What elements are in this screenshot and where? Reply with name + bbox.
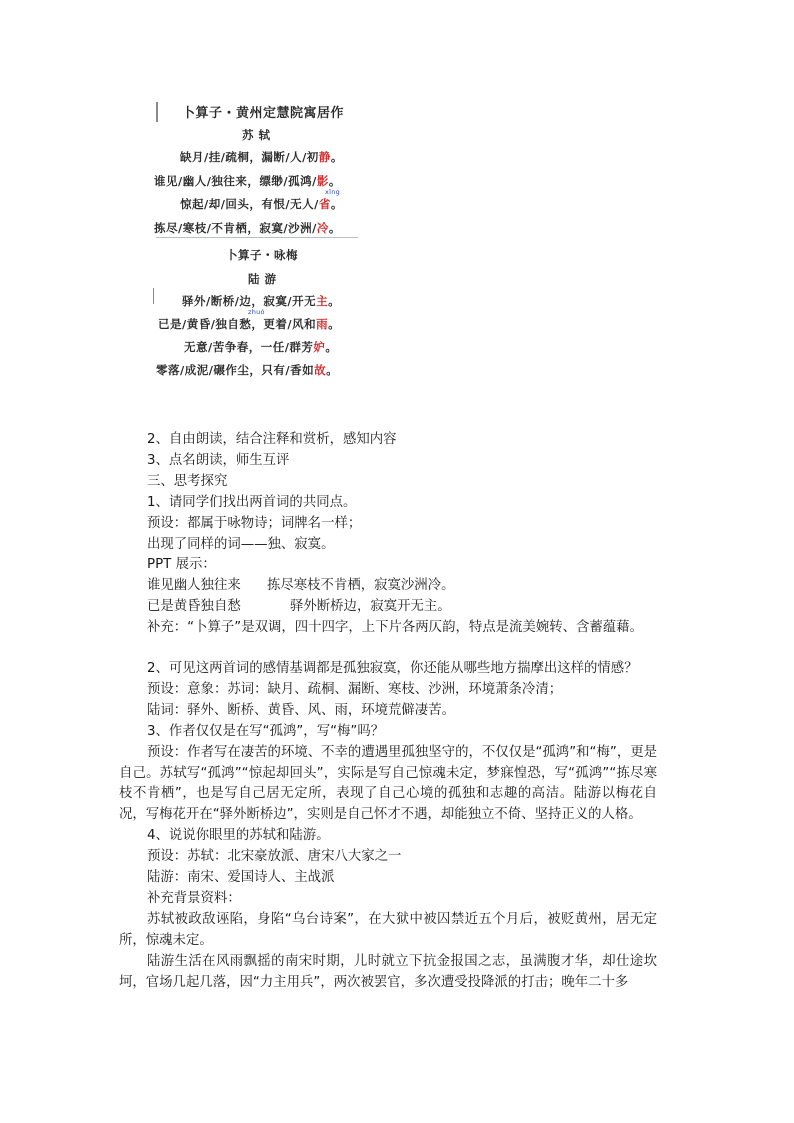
ppt-line: 谁见幽人独往来 拣尽寒枝不肯栖，寂寞沙洲冷。: [147, 578, 455, 594]
supplement: 补充：“卜算子”是双调，四十四字，上下片各两仄韵，特点是流美婉转、含蓄蕴藉。: [147, 620, 643, 636]
poem2-title: 卜算子・咏梅: [226, 248, 298, 262]
scan-rule: [156, 237, 358, 238]
ppt-line: 已是黄昏独自愁 驿外断桥边，寂寞开无主。: [147, 599, 451, 615]
scan-smudge: [153, 288, 154, 304]
scan-smudge: [156, 102, 158, 122]
poem2-pinyin: zhuó: [248, 308, 265, 316]
answer: 陆游：南宋、爱国诗人、主战派: [147, 870, 335, 886]
poem-scan-image: [148, 96, 364, 386]
poem1-line: 拣尽/寒枝/不肯栖，寂寞/沙洲/冷。: [154, 221, 341, 235]
question: 3、作者仅仅是在写“孤鸿”，写“梅”吗？: [147, 723, 385, 739]
answer: 陆词：驿外、断桥、黄昏、风、雨，环境荒僻凄苦。: [147, 702, 455, 718]
poem2-line: 零落/成泥/碾作尘，只有/香如故。: [156, 363, 339, 377]
background-paragraph: 苏轼被政敌诬陷，身陷“乌台诗案”，在大狱中被囚禁近五个月后，被贬黄州，居无定所，惊魂未定。: [119, 911, 657, 948]
answer-paragraph: 预设：作者写在凄苦的环境、不幸的遭遇里孤独坚守的，不仅仅是“孤鸿”和“梅”，更是自己。苏轼写“孤鸿”“惊起却回头”，实际是写自己惊魂未定，梦寐惶恐，写“孤鸿”“拣尽寒枝不肯栖”，也是写自己居无定所，表现了自己心境的孤独和志趣的高洁。陆游以梅花自况，写梅花开在“驿外断桥边”，实则是自己怀才不遇，却能独立不倚、坚持正义的人格。: [119, 744, 657, 823]
poem1-author: 苏 轼: [242, 128, 271, 142]
answer: 出现了同样的词——独、寂寞。: [147, 536, 335, 552]
poem1-title: 卜算子・黄州定慧院寓居作: [182, 106, 345, 121]
answer: 预设：意象：苏词：缺月、疏桐、漏断、寒枝、沙洲，环境萧条冷清；: [147, 681, 563, 697]
poem2-line: 驿外/断桥/边，寂寞/开无主。: [182, 294, 341, 308]
poem2-author: 陆 游: [248, 272, 277, 286]
poem2-line: 已是/黄昏/独自愁，更着/风和雨。: [158, 317, 341, 331]
question: 2、可见这两首词的感情基调都是孤独寂寞，你还能从哪些地方揣摩出这样的情感？: [147, 661, 638, 676]
step-item: 2、自由朗读，结合注释和赏析，感知内容: [147, 432, 397, 447]
section-heading: 三、思考探究: [147, 473, 228, 489]
question: 4、说说你眼里的苏轼和陆游。: [147, 828, 330, 844]
ppt-label: PPT 展示：: [147, 557, 216, 573]
document-body: [147, 430, 657, 639]
background-heading: 补充背景资料：: [147, 890, 241, 906]
step-item: 3、点名朗读，师生互评: [147, 452, 290, 468]
poem1-pinyin: xǐng: [325, 188, 341, 196]
answer: 预设：苏轼：北宋豪放派、唐宋八大家之一: [147, 849, 402, 865]
poem1-line: 缺月/挂/疏桐，漏断/人/初静。: [180, 150, 343, 164]
question: 1、请同学们找出两首词的共同点。: [147, 494, 357, 510]
document-body-2: [119, 659, 657, 994]
answer: 预设：都属于咏物诗；词牌名一样；: [147, 515, 362, 531]
poem1-line: 惊起/却/回头，有恨/无人/省。: [180, 197, 343, 211]
poem2-line: 无意/苦争春，一任/群芳妒。: [184, 340, 338, 354]
background-paragraph: 陆游生活在风雨飘摇的南宋时期，儿时就立下抗金报国之志，虽满腹才华，却仕途坎坷，官场几起几落，因“力主用兵”，两次被罢官，多次遭受投降派的打击；晚年二十多: [119, 953, 657, 990]
poem1-line: 谁见/幽人/独往来，缥缈/孤鸿/影。: [154, 174, 341, 188]
